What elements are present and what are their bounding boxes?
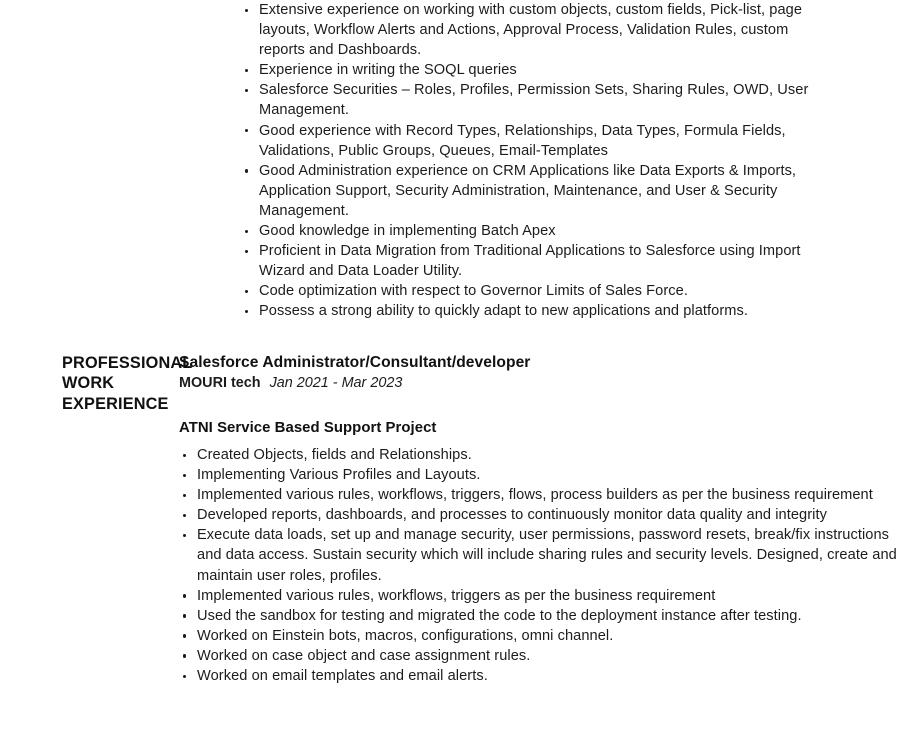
section-heading-professional-work-experience: PROFESSIONAL WORK EXPERIENCE bbox=[62, 354, 193, 413]
summary-bullet-item: Good experience with Record Types, Relationships, Data Types, Formula Fields, Validations, Public Groups, Queues, Email-Templates bbox=[241, 121, 838, 161]
job-title: Salesforce Administrator/Consultant/developer bbox=[179, 354, 531, 371]
summary-bullet-item: Experience in writing the SOQL queries bbox=[241, 60, 838, 80]
experience-entry bbox=[179, 345, 902, 686]
summary-bullet-item: Proficient in Data Migration from Traditional Applications to Salesforce using Import Wizard and Data Loader Utility. bbox=[241, 241, 838, 281]
experience-bullet-item: Created Objects, fields and Relationships. bbox=[179, 445, 902, 465]
experience-bullet-item: Implemented various rules, workflows, triggers, flows, process builders as per the business requirement bbox=[179, 485, 902, 505]
job-meta bbox=[179, 374, 902, 393]
experience-bullet-item: Used the sandbox for testing and migrated the code to the deployment instance after testing. bbox=[179, 606, 902, 626]
company-name: MOURI tech bbox=[179, 375, 261, 391]
experience-bullet-item: Implementing Various Profiles and Layouts. bbox=[179, 465, 902, 485]
experience-bullet-list bbox=[179, 445, 902, 686]
summary-bullet-item: Possess a strong ability to quickly adapt to new applications and platforms. bbox=[241, 301, 838, 321]
experience-bullet-item: Worked on case object and case assignment rules. bbox=[179, 646, 902, 666]
summary-bullet-item: Good Administration experience on CRM Applications like Data Exports & Imports, Application Support, Security Administration, Maintenance, and User & Security Management. bbox=[241, 161, 838, 221]
professional-work-experience-section bbox=[0, 345, 902, 686]
experience-bullet-item: Worked on Einstein bots, macros, configurations, omni channel. bbox=[179, 626, 902, 646]
experience-bullet-item: Implemented various rules, workflows, triggers as per the business requirement bbox=[179, 586, 902, 606]
experience-bullet-item: Execute data loads, set up and manage security, user permissions, password resets, break/fix instructions and data access. Sustain security which will include sharing rules and security levels. Designed, create and maintain user roles, profiles. bbox=[179, 525, 902, 585]
experience-bullet-item: Worked on email templates and email alerts. bbox=[179, 666, 902, 686]
employment-dates: Jan 2021 - Mar 2023 bbox=[269, 375, 403, 391]
project-title: ATNI Service Based Support Project bbox=[179, 420, 437, 436]
summary-bullet-item: Good knowledge in implementing Batch Apex bbox=[241, 221, 838, 241]
summary-bullet-list bbox=[241, 0, 838, 322]
summary-bullet-item: Code optimization with respect to Governor Limits of Sales Force. bbox=[241, 281, 838, 301]
summary-bullet-item: Salesforce Securities – Roles, Profiles, Permission Sets, Sharing Rules, OWD, User Management. bbox=[241, 80, 838, 120]
summary-bullet-item: Extensive experience on working with custom objects, custom fields, Pick-list, page layouts, Workflow Alerts and Actions, Approval Process, Validation Rules, custom reports and Dashboards. bbox=[241, 0, 838, 60]
experience-bullet-item: Developed reports, dashboards, and processes to continuously monitor data quality and integrity bbox=[179, 505, 902, 525]
